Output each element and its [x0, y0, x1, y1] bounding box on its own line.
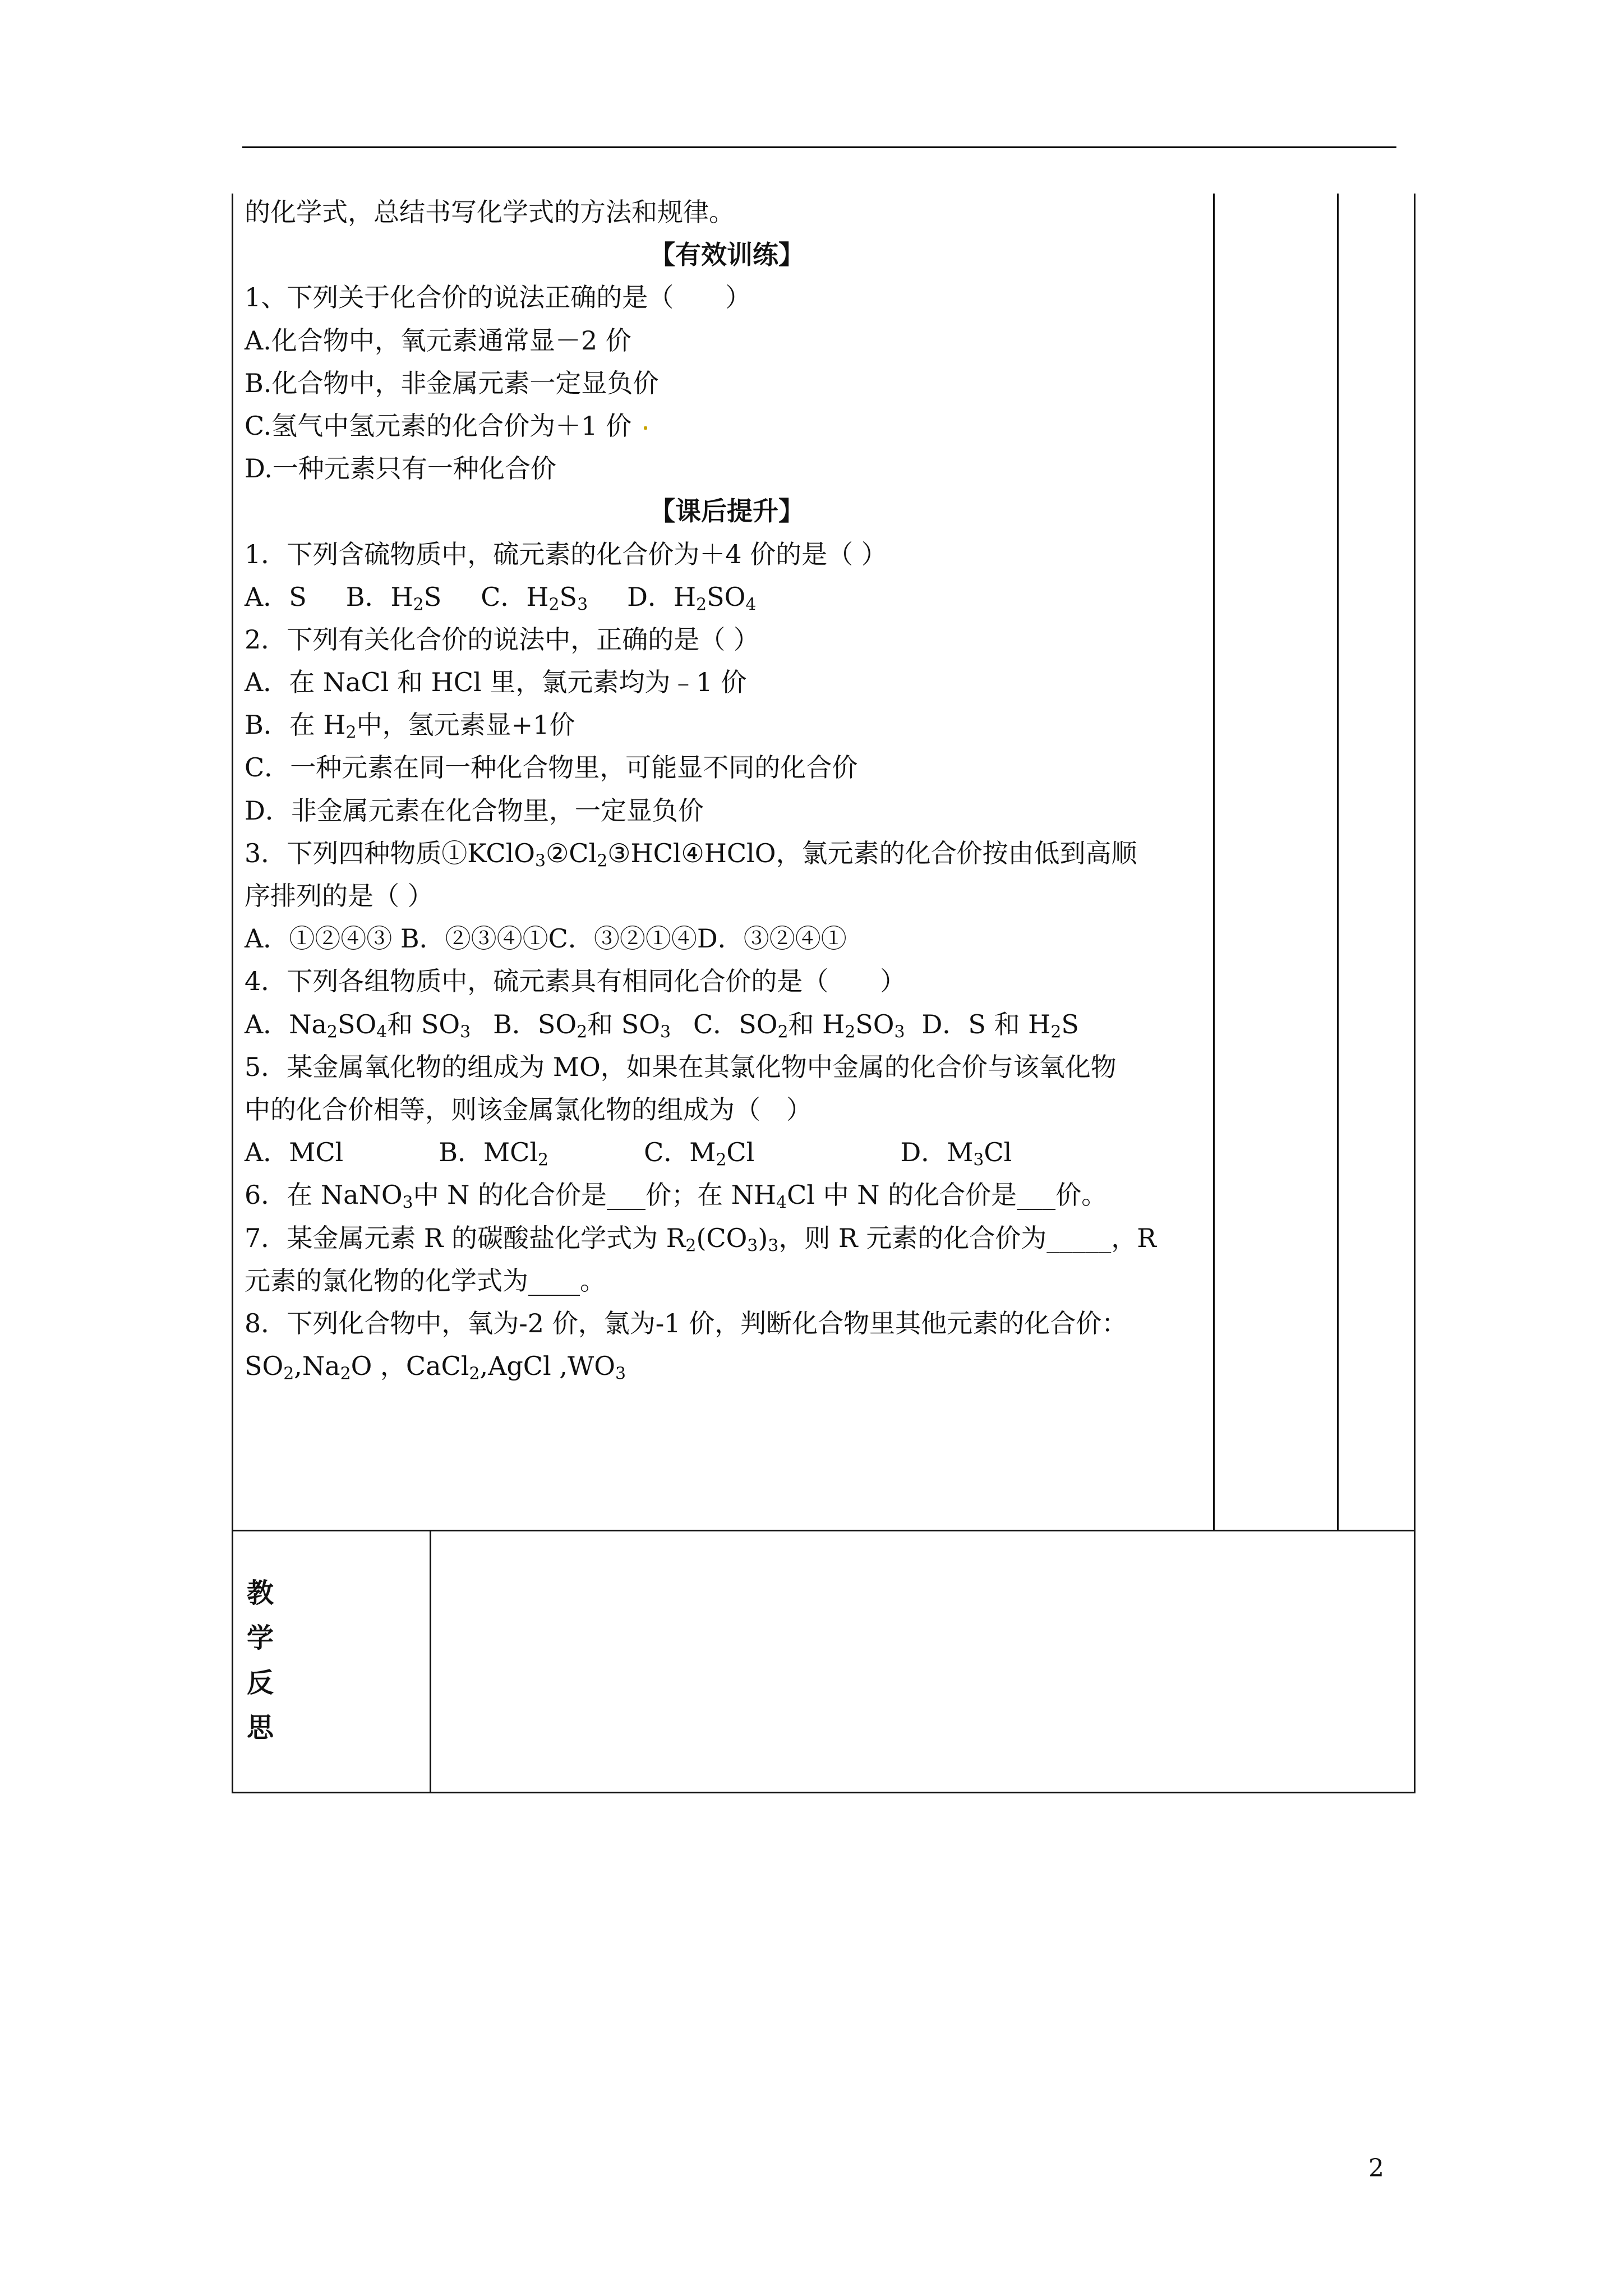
column-divider-1: [1213, 194, 1215, 1530]
intro-line: 的化学式，总结书写化学式的方法和规律。: [245, 197, 735, 227]
q1-option-d: D.一种元素只有一种化合价: [245, 453, 556, 484]
hw3-stem-line1: 3．下列四种物质$①KClO_3②Cl_2③HCl④HClO$，氯元素的化合价按由低到高顺: [245, 838, 1137, 871]
hw2-stem: 2．下列有关化合价的说法中，正确的是（ ）: [245, 624, 759, 655]
reflection-label-divider: [430, 1530, 431, 1793]
hw2-option-a: A．在 NaCl 和 HCl 里，氯元素均为﹣1 价: [245, 667, 747, 698]
reflection-char-4: 思: [247, 1712, 274, 1743]
section-heading-practice: 【有效训练】: [649, 240, 804, 270]
page-number: 2: [1368, 2154, 1384, 2183]
header-rule: [242, 146, 1396, 148]
hw1-options: [245, 576, 1209, 618]
q1-option-b: B.化合物中，非金属元素一定显负价: [245, 367, 659, 398]
hw8-compounds: $SO_2,Na_2O$ ，CaCl$_2$,AgCl $,WO_3$: [245, 1351, 626, 1384]
hw2-option-c: C．一种元素在同一种化合物里，可能显不同的化合价: [245, 752, 858, 783]
hw4-stem: 4．下列各组物质中，硫元素具有相同化合价的是（ ）: [245, 966, 906, 997]
hw7-stem-line2: 元素的氯化物的化学式为____。: [245, 1265, 606, 1296]
hw3-stem-line2: 序排列的是（ ）: [245, 881, 434, 911]
q1-stem: 1、下列关于化合价的说法正确的是（ ）: [245, 282, 751, 313]
hw6-stem: 6．在 NaNO$_3$中 N 的化合价是___价；在 $NH_4Cl$ 中 N 的化合价是___价。: [245, 1180, 1108, 1213]
q1-option-c: [245, 404, 1209, 447]
section-heading-homework: 【课后提升】: [649, 496, 804, 527]
hw1-option-d: D．$H_2SO_4$: [627, 581, 757, 615]
teaching-reflection-label: [247, 1571, 280, 1750]
hw5-options: A．MCl B．MCl$_2$ C．$M_2Cl$ D．$M_3Cl$: [245, 1137, 1012, 1170]
column-divider-2: [1337, 194, 1339, 1530]
hw1-option-c: C．$H_2S_3$: [481, 581, 588, 615]
row-divider: [232, 1530, 1415, 1531]
hw8-stem: 8．下列化合物中，氧为-2 价，氯为-1 价，判断化合物里其他元素的化合价：: [245, 1308, 1128, 1338]
q1-option-a: A.化合物中，氧元素通常显－2 价: [245, 325, 631, 356]
exercise-content: [245, 191, 1209, 1387]
reflection-char-3: 反: [247, 1667, 274, 1699]
q1-option-c-text: C.氢气中氢元素的化合价为＋1 价: [245, 410, 632, 441]
table-border-left: [232, 194, 233, 1793]
hw1-option-a: A．S: [245, 581, 307, 612]
hw5-stem-line2: 中的化合价相等，则该金属氯化物的组成为（ ）: [245, 1094, 812, 1125]
hw2-option-b: B．在 $H_2$中，氢元素显+1价: [245, 710, 575, 743]
hw4-options: A．$Na_2SO_4$和 $SO_3$ B．$SO_2$和 $SO_3$ C．$SO_2$和 $H_2SO_3$ D．S 和 $H_2S$: [245, 1009, 1079, 1042]
hw3-options: A．①②④③ B．②③④①C．③②①④D．③②④①: [245, 923, 847, 954]
hw2-option-d: D．非金属元素在化合物里，一定显负价: [245, 795, 704, 826]
ink-speck: [644, 426, 647, 430]
reflection-char-2: 学: [247, 1622, 274, 1654]
hw7-stem-line1: 7．某金属元素 R 的碳酸盐化学式为 $R_2(CO_3)_3$，则 R 元素的化合价为_____，R: [245, 1222, 1156, 1255]
table-border-bottom: [232, 1792, 1415, 1793]
table-border-right: [1414, 194, 1415, 1793]
hw1-stem: 1．下列含硫物质中，硫元素的化合价为＋4 价的是（ ）: [245, 539, 887, 569]
reflection-char-1: 教: [247, 1577, 274, 1609]
hw1-option-b: B．$H_2S$: [345, 581, 442, 615]
hw5-stem-line1: 5．某金属氧化物的组成为 MO，如果在其氯化物中金属的化合价与该氧化物: [245, 1051, 1117, 1082]
